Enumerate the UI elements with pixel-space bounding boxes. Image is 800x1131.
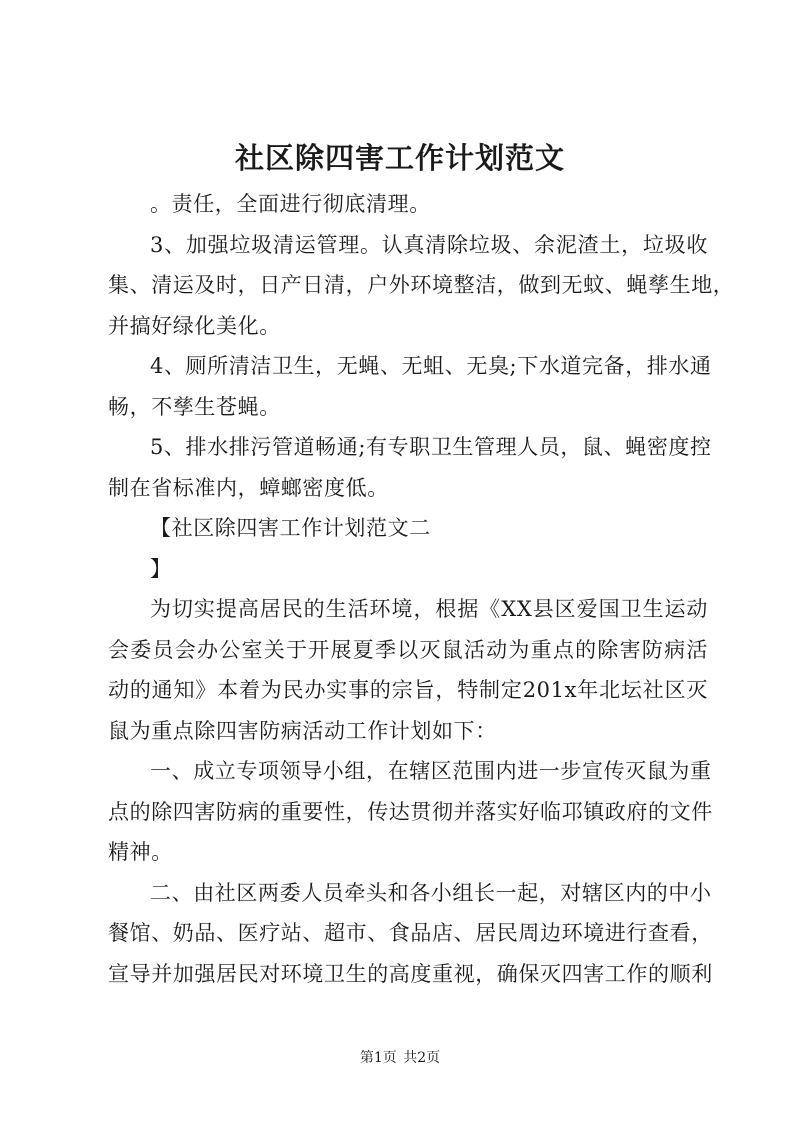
page-total: 共2页 [403, 1050, 441, 1066]
text-line: 餐馆、奶品、医疗站、超市、食品店、居民周边环境进行查看， [108, 921, 713, 945]
text-line: 并搞好绿化美化。 [108, 313, 281, 338]
text-line: 一、成立专项领导小组，在辖区范围内进一步宣传灭鼠为重 [150, 759, 712, 783]
text-line: 3、加强垃圾清运管理。认真清除垃圾、余泥渣土，垃圾收 [150, 232, 708, 257]
text-line: 动的通知》本着为民办实事的宗旨，特制定201x年北坛社区灭 [108, 678, 708, 702]
document-body [108, 184, 735, 994]
text-line: 鼠为重点除四害防病活动工作计划如下： [108, 718, 497, 743]
text-line: 集、清运及时，日产日清，户外环境整洁，做到无蚊、蝇孳生地， [108, 273, 735, 297]
text-line: 4、厕所清洁卫生，无蝇、无蛆、无臭;下水道完备，排水通 [150, 354, 712, 378]
page-footer [0, 1048, 800, 1068]
page-number: 第1页 [359, 1050, 397, 1066]
text-line: 点的除四害防病的重要性，传达贯彻并落实好临邛镇政府的文件 [108, 799, 713, 824]
text-line: 制在省标准内，蟑螂密度低。 [108, 475, 389, 500]
text-line: 会委员会办公室关于开展夏季以灭鼠活动为重点的除害防病活 [108, 637, 708, 662]
text-line: 【社区除四害工作计划范文二 [150, 516, 431, 540]
text-line: 宣导并加强居民对环境卫生的高度重视，确保灭四害工作的顺利 [108, 961, 713, 986]
text-line: 畅，不孳生苍蝇。 [108, 394, 281, 419]
text-line: 为切实提高居民的生活环境，根据《XX县区爱国卫生运动 [150, 597, 708, 621]
document-title: 社区除四害工作计划范文 [234, 141, 565, 175]
text-line: 】 [150, 556, 172, 581]
text-line: 二、由社区两委人员牵头和各小组长一起，对辖区内的中小 [150, 880, 712, 905]
text-line: 精神。 [108, 840, 173, 864]
text-line: 。责任，全面进行彻底清理。 [150, 192, 431, 216]
text-line: 5、排水排污管道畅通;有专职卫生管理人员，鼠、蝇密度控 [150, 435, 712, 459]
